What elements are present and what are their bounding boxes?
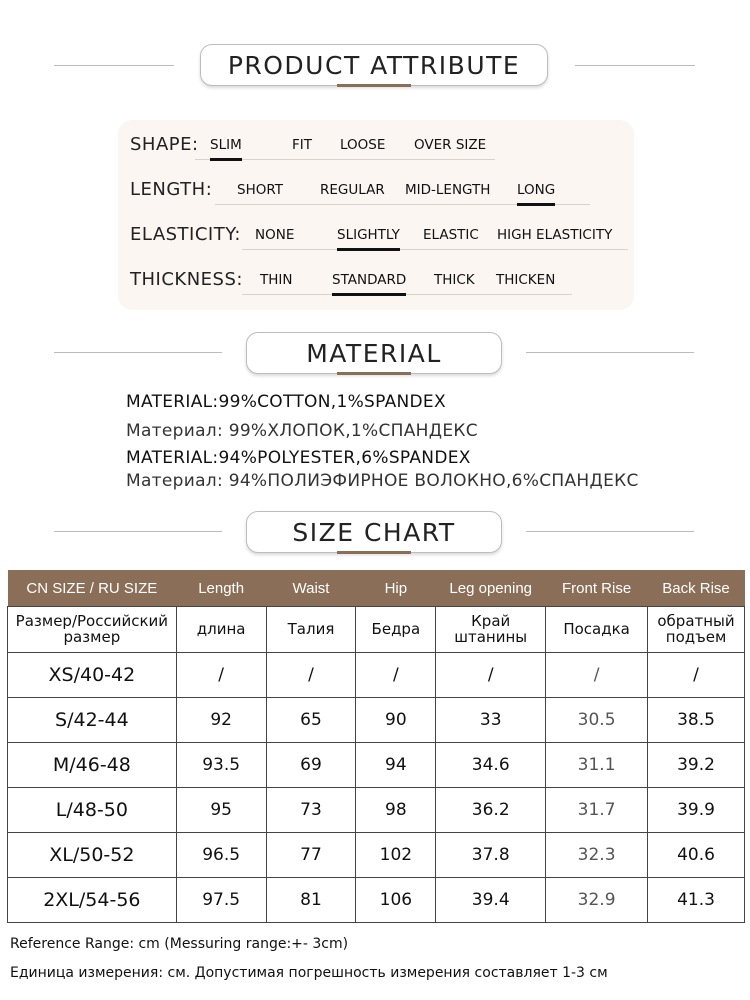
- reference-note-ru: Единица измерения: см. Допустимая погрешность измерения составляет 1-3 см: [10, 965, 608, 981]
- column-subheader: Бедра: [356, 607, 436, 653]
- table-cell: 39.9: [648, 788, 745, 833]
- attribute-option: NONE: [255, 227, 295, 243]
- table-cell: 97.5: [176, 878, 266, 923]
- column-header: Waist: [266, 570, 356, 607]
- attribute-option: ELASTIC: [423, 227, 479, 243]
- attribute-row: [130, 134, 630, 164]
- table-cell: 40.6: [648, 833, 745, 878]
- attribute-option: FIT: [292, 137, 312, 153]
- table-row: [8, 743, 745, 788]
- attribute-row: [130, 269, 630, 299]
- column-subheader: длина: [176, 607, 266, 653]
- column-subheader: Край штанины: [436, 607, 546, 653]
- column-header: Leg opening: [436, 570, 546, 607]
- column-subheader: Размер/Российский размер: [8, 607, 177, 653]
- title-text: MATERIAL: [306, 338, 442, 368]
- attribute-row: [130, 224, 630, 254]
- attribute-option: SHORT: [237, 182, 283, 198]
- table-row: [8, 788, 745, 833]
- attribute-label: SHAPE:: [130, 134, 199, 155]
- table-cell: 38.5: [648, 698, 745, 743]
- table-cell: 77: [266, 833, 356, 878]
- table-cell: 32.9: [546, 878, 648, 923]
- table-cell: 36.2: [436, 788, 546, 833]
- attribute-label: ELASTICITY:: [130, 224, 241, 245]
- table-cell: 39.2: [648, 743, 745, 788]
- title-underline: [337, 372, 411, 375]
- table-row: [8, 698, 745, 743]
- divider: [54, 65, 174, 66]
- attribute-option: OVER SIZE: [414, 137, 487, 153]
- attribute-option: THIN: [260, 272, 293, 288]
- attribute-option-selected: LONG: [517, 182, 556, 198]
- table-cell: 2XL/54-56: [8, 878, 177, 923]
- table-cell: 31.1: [546, 743, 648, 788]
- table-cell: /: [176, 653, 266, 698]
- table-cell: /: [648, 653, 745, 698]
- attribute-label: THICKNESS:: [130, 269, 243, 290]
- column-header: Length: [176, 570, 266, 607]
- divider: [575, 65, 695, 66]
- column-header: Hip: [356, 570, 436, 607]
- column-subheader: обратный подъем: [648, 607, 745, 653]
- column-subheader: Посадка: [546, 607, 648, 653]
- column-header: CN SIZE / RU SIZE: [8, 570, 177, 607]
- table-cell: 92: [176, 698, 266, 743]
- divider: [526, 531, 694, 532]
- table-cell: 31.7: [546, 788, 648, 833]
- attribute-option-selected: SLIM: [210, 137, 242, 153]
- attribute-option-selected: SLIGHTLY: [337, 227, 400, 243]
- material-line: MATERIAL:94%POLYESTER,6%SPANDEX: [126, 448, 471, 468]
- title-underline: [337, 84, 411, 87]
- table-cell: 73: [266, 788, 356, 833]
- title-text: PRODUCT ATTRIBUTE: [227, 50, 521, 80]
- table-cell: 90: [356, 698, 436, 743]
- table-cell: /: [356, 653, 436, 698]
- divider: [526, 352, 694, 353]
- column-subheader: Талия: [266, 607, 356, 653]
- table-cell: 102: [356, 833, 436, 878]
- table-cell: 41.3: [648, 878, 745, 923]
- attribute-option: MID-LENGTH: [405, 182, 491, 198]
- column-header: Back Rise: [648, 570, 745, 607]
- title-text: SIZE CHART: [292, 517, 456, 547]
- table-cell: 81: [266, 878, 356, 923]
- table-cell: 34.6: [436, 743, 546, 788]
- title-underline: [337, 551, 411, 554]
- attribute-option-selected: STANDARD: [332, 272, 407, 288]
- attribute-line: [242, 294, 572, 295]
- table-cell: 94: [356, 743, 436, 788]
- attribute-option: REGULAR: [320, 182, 385, 198]
- table-cell: S/42-44: [8, 698, 177, 743]
- table-cell: 32.3: [546, 833, 648, 878]
- material-line: Материал: 94%ПОЛИЭФИРНОЕ ВОЛОКНО,6%СПАНДЕКС: [126, 471, 639, 491]
- section-title-material: [246, 332, 502, 374]
- size-chart-table: [7, 570, 745, 923]
- divider: [54, 352, 222, 353]
- table-cell: 93.5: [176, 743, 266, 788]
- attribute-panel: [118, 120, 634, 310]
- table-cell: 37.8: [436, 833, 546, 878]
- column-header: Front Rise: [546, 570, 648, 607]
- section-title-size-chart: [246, 511, 502, 553]
- table-cell: 39.4: [436, 878, 546, 923]
- section-title-attribute: [200, 44, 548, 86]
- table-cell: 69: [266, 743, 356, 788]
- reference-note: Reference Range: cm (Messuring range:+- 3cm): [10, 936, 349, 952]
- table-cell: 33: [436, 698, 546, 743]
- table-cell: 30.5: [546, 698, 648, 743]
- attribute-label: LENGTH:: [130, 179, 213, 200]
- table-cell: /: [546, 653, 648, 698]
- table-cell: /: [436, 653, 546, 698]
- table-cell: L/48-50: [8, 788, 177, 833]
- table-cell: 96.5: [176, 833, 266, 878]
- material-line: Материал: 99%ХЛОПОК,1%СПАНДЕКС: [126, 421, 478, 441]
- table-cell: 65: [266, 698, 356, 743]
- table-cell: M/46-48: [8, 743, 177, 788]
- table-cell: 98: [356, 788, 436, 833]
- attribute-option: LOOSE: [340, 137, 386, 153]
- table-cell: 106: [356, 878, 436, 923]
- table-row: [8, 653, 745, 698]
- attribute-row: [130, 179, 630, 209]
- table-cell: 95: [176, 788, 266, 833]
- attribute-option: THICK: [434, 272, 475, 288]
- table-cell: XL/50-52: [8, 833, 177, 878]
- table-row: [8, 878, 745, 923]
- table-cell: XS/40-42: [8, 653, 177, 698]
- attribute-option: HIGH ELASTICITY: [497, 227, 613, 243]
- table-cell: /: [266, 653, 356, 698]
- divider: [54, 531, 222, 532]
- material-line: MATERIAL:99%COTTON,1%SPANDEX: [126, 392, 446, 412]
- table-row: [8, 833, 745, 878]
- attribute-line: [242, 249, 628, 250]
- attribute-option: THICKEN: [496, 272, 556, 288]
